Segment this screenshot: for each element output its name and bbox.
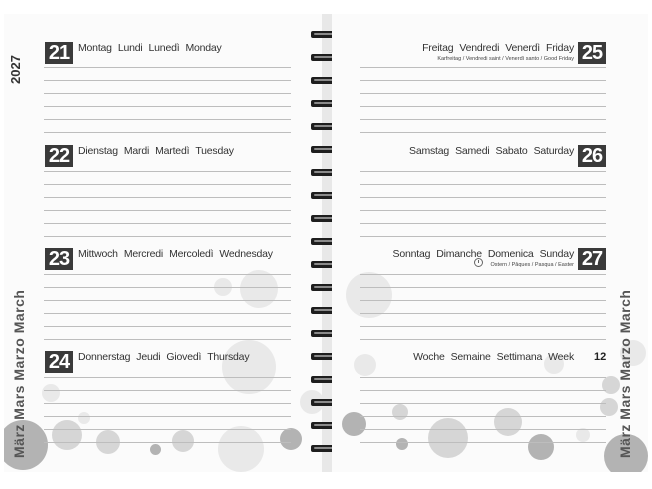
day-names-tuesday: Dienstag Mardi Martedì Tuesday xyxy=(78,145,234,157)
left-page xyxy=(4,14,322,472)
writing-lines-wednesday[interactable] xyxy=(44,274,291,354)
day-names-sunday: Sonntag Dimanche Domenica Sunday xyxy=(392,248,574,260)
clock-icon xyxy=(474,258,483,267)
week-number: 12 xyxy=(594,351,607,363)
writing-lines-saturday[interactable] xyxy=(360,171,606,251)
writing-lines-week-notes[interactable] xyxy=(360,377,606,457)
writing-lines-sunday[interactable] xyxy=(360,274,606,354)
writing-lines-thursday[interactable] xyxy=(44,377,291,457)
year-label: 2027 xyxy=(8,55,23,84)
writing-lines-tuesday[interactable] xyxy=(44,171,291,251)
holiday-easter: Ostern / Pâques / Pasqua / Easter xyxy=(490,262,574,268)
writing-lines-friday[interactable] xyxy=(360,67,606,147)
right-page xyxy=(332,14,648,472)
day-number-26: 26 xyxy=(578,145,606,167)
day-names-friday: Freitag Vendredi Venerdì Friday xyxy=(422,42,574,54)
day-number-21: 21 xyxy=(45,42,73,64)
week-names: Woche Semaine Settimana Week xyxy=(413,351,574,363)
day-names-saturday: Samstag Samedi Sabato Saturday xyxy=(409,145,574,157)
holiday-good-friday: Karfreitag / Vendredi saint / Venerdì santo / Good Friday xyxy=(437,56,574,62)
day-number-23: 23 xyxy=(45,248,73,270)
day-number-22: 22 xyxy=(45,145,73,167)
month-label-left: März Mars Marzo March xyxy=(11,289,27,458)
day-names-wednesday: Mittwoch Mercredi Mercoledì Wednesday xyxy=(78,248,273,260)
day-names-monday: Montag Lundi Lunedì Monday xyxy=(78,42,222,54)
day-number-25: 25 xyxy=(578,42,606,64)
day-number-24: 24 xyxy=(45,351,73,373)
day-number-27: 27 xyxy=(578,248,606,270)
day-names-thursday: Donnerstag Jeudi Giovedì Thursday xyxy=(78,351,250,363)
writing-lines-monday[interactable] xyxy=(44,67,291,147)
month-label-right: März Mars Marzo March xyxy=(617,289,633,458)
